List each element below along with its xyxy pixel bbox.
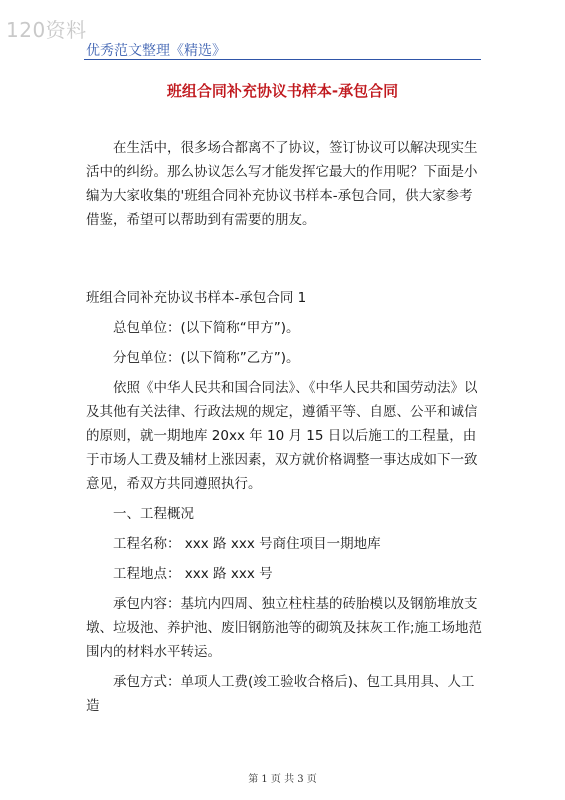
paragraph-subcontractor: 分包单位：(以下简称”乙方”)。 — [113, 350, 300, 366]
paragraph-project-name: 工程名称： xxx 路 xxx 号商住项目一期地库 — [113, 536, 381, 552]
paragraph-scope: 承包内容：基坑内四周、独立柱柱基的砖胎模以及钢筋堆放支墩、垃圾池、养护池、废旧钢筋池等的砌筑及抹灰工作;施工场地范围内的材料水平转运。 — [86, 596, 483, 660]
intro-block — [86, 136, 484, 232]
watermark-logo: 120资料 — [6, 18, 87, 42]
paragraph-project-location: 工程地点： xxx 路 xxx 号 — [113, 566, 273, 582]
paragraph-section-one: 一、工程概况 — [113, 506, 194, 522]
section-heading: 班组合同补充协议书样本-承包合同 1 — [86, 290, 307, 306]
contract-body — [86, 286, 484, 718]
intro-paragraph: 在生活中，很多场合都离不了协议，签订协议可以解决现实生活中的纠纷。那么协议怎么写才能发挥它最大的作用呢？下面是小编为大家收集的'班组合同补充协议书样本-承包合同，供大家参考借鉴，希望可以帮助到有需要的朋友。 — [86, 140, 478, 228]
document-title: 班组合同补充协议书样本-承包合同 — [166, 82, 399, 100]
paragraph-basis: 依照《中华人民共和国合同法》、《中华人民共和国劳动法》以及其他有关法律、行政法规的规定，遵循平等、自愿、公平和诚信的原则，就一期地库 20xx 年 10 月 15 日以后施工的工程量，由于市场人工费及辅材上涨因素，双方就价格调整一事达成如下一致意见，希双方共同遵照执行。 — [86, 380, 478, 492]
paragraph-method: 承包方式：单项人工费(竣工验收合格后)、包工具用具、人工造 — [86, 674, 475, 714]
paragraph-contractor: 总包单位：(以下简称“甲方”)。 — [113, 320, 300, 336]
page-footer: 第 1 页 共 3 页 — [248, 774, 317, 785]
document-header: 优秀范文整理《精选》 — [86, 43, 226, 59]
header-divider — [84, 59, 481, 60]
